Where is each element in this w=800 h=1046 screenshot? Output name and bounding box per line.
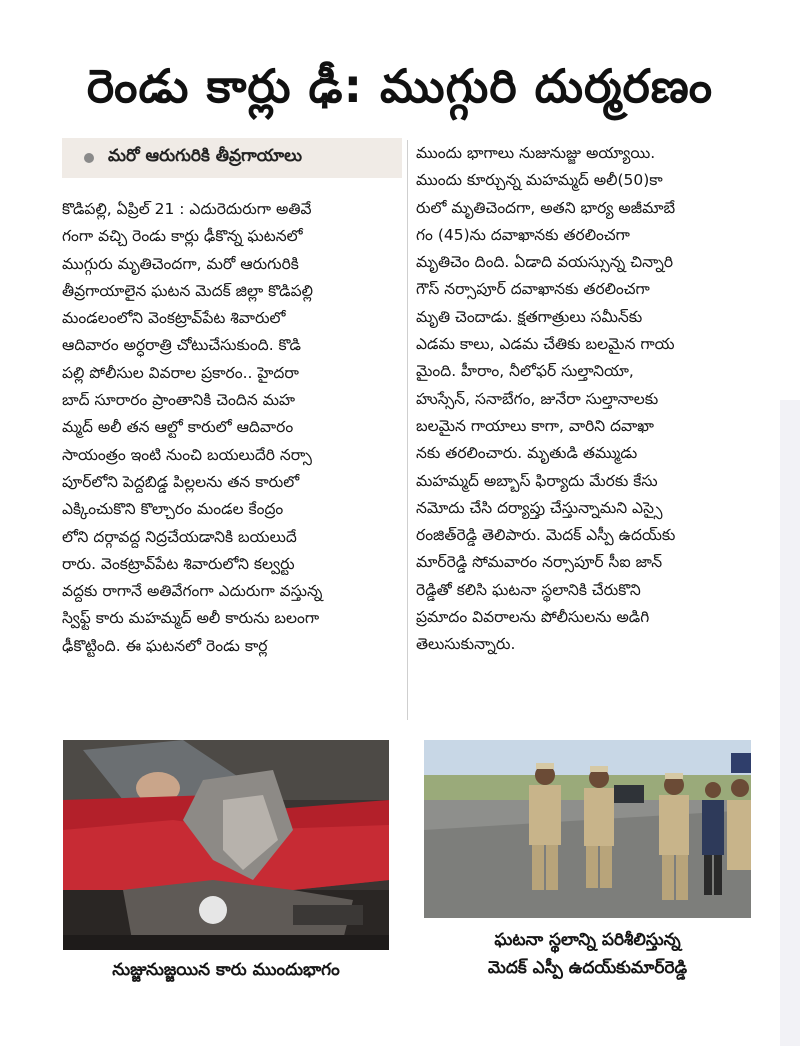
text-line: ప్రమాదం వివరాలను పోలీసులను అడిగి	[416, 608, 650, 627]
text-line: మృతిచెం దింది. ఏడాది వయస్సున్న చిన్నారి	[416, 253, 674, 272]
text-line: మైంది. హీరాం, నీలోఫర్ సుల్తానియా,	[416, 362, 634, 381]
text-line: రారు. వెంకట్రావ్‌పేట శివారులోని కల్వర్టు	[62, 554, 295, 573]
column-divider	[407, 140, 408, 720]
text-line: గౌస్ నర్సాపూర్ దవాఖానకు తరలించగా	[416, 280, 650, 299]
bullet-icon	[84, 153, 94, 163]
police-scene-illustration	[424, 740, 751, 918]
text-line: ముందు కూర్చున్న మహమ్మద్ అలీ(50)కా	[416, 171, 663, 190]
text-line: గం (45)ను దవాఖానకు తరలించగా	[416, 225, 630, 244]
text-line: స్విఫ్ట్ కారు మహమ్మద్ అలీ కారును బలంగా	[62, 609, 320, 628]
text-line: హుస్సేన్, సనాబేగం, జునేరా సుల్తానాలకు	[416, 389, 659, 408]
text-line: నమోదు చేసి దర్యాప్తు చేస్తున్నామని ఎస్సై	[416, 498, 663, 517]
text-line: ఎడమ కాలు, ఎడమ చేతికు బలమైన గాయ	[416, 335, 675, 354]
text-line: మ్మద్ అలీ తన ఆల్టో కారులో ఆదివారం	[62, 418, 294, 437]
photo-caption-right	[424, 926, 751, 982]
crashed-car-photo	[63, 740, 389, 950]
subheadline: మరో ఆరుగురికి తీవ్రగాయాలు	[108, 146, 303, 166]
photo-caption-left: నుజ్జునుజ్జయిన కారు ముందుభాగం	[112, 960, 340, 980]
text-line: మండలంలోని వెంకట్రావ్‌పేట శివారులో	[62, 309, 286, 328]
text-line: ఢీకొట్టింది. ఈ ఘటనలో రెండు కార్ల	[62, 636, 268, 655]
text-line: లోని దర్గావద్ద నిద్రచేయడానికి బయలుదే	[62, 527, 297, 546]
text-line: ఎక్కించుకొని కొల్చారం మండల కేంద్రం	[62, 500, 284, 519]
text-line: తెలుసుకున్నారు.	[416, 635, 516, 654]
headline: రెండు కార్లు ఢీ: ముగ్గురి దుర్మరణం	[86, 59, 714, 113]
article-column-right	[416, 140, 752, 720]
text-line: మహమ్మద్ అబ్బాస్ ఫిర్యాదు మేరకు కేసు	[416, 471, 658, 490]
page-edge-strip	[780, 400, 800, 1046]
text-line: కొడిపల్లి, ఏప్రిల్ 21 : ఎదురెదురుగా అతివే	[62, 200, 312, 218]
caption-right-line-1: ఘటనా స్థలాన్ని పరిశీలిస్తున్న	[494, 930, 681, 950]
text-line: వద్దకు రాగానే అతివేగంగా ఎదురుగా వస్తున్న	[62, 582, 323, 601]
text-line: ఆదివారం అర్ధరాత్రి చోటుచేసుకుంది. కొడి	[62, 336, 301, 355]
cropped-top-text	[0, 0, 800, 14]
text-line: రంజిత్‌రెడ్డి తెలిపారు. మెదక్ ఎస్పీ ఉదయ్‌కు	[416, 526, 676, 545]
text-line: సాయంత్రం ఇంటి నుంచి బయలుదేరి నర్సా	[62, 445, 312, 464]
text-line: మార్‌రెడ్డి సోమవారం నర్సాపూర్ సీఐ జాన్	[416, 553, 663, 572]
text-line: రులో మృతిచెందగా, అతని భార్య అజీమాబే	[416, 198, 676, 217]
text-line: పల్లి పోలీసుల వివరాల ప్రకారం.. హైదరా	[62, 363, 299, 382]
subheadline-box	[62, 138, 402, 178]
text-line: నకు తరలించారు. మృతుడి తమ్ముడు	[416, 444, 638, 463]
text-line: పూర్‌లోని పెద్దబిడ్డ పిల్లలను తన కారులో	[62, 472, 300, 491]
text-line: బాద్ సూరారం ప్రాంతానికి చెందిన మహ	[62, 391, 296, 410]
text-line: తీవ్రగాయాలైన ఘటన మెదక్ జిల్లా కొడిపల్లి	[62, 281, 313, 300]
text-line: ముగ్గురు మృతిచెందగా, మరో ఆరుగురికి	[62, 254, 299, 273]
text-line: మృతి చెందాడు. క్షతగాత్రులు సమీన్‌కు	[416, 307, 643, 326]
text-line: బలమైన గాయాలు కాగా, వారిని దవాఖా	[416, 416, 654, 435]
text-line: ముందు భాగాలు నుజునుజ్జు అయ్యాయి.	[416, 144, 656, 162]
article-column-left	[62, 196, 398, 726]
text-line: రెడ్డితో కలిసి ఘటనా స్థలానికి చేరుకొని	[416, 580, 641, 599]
crashed-car-illustration	[63, 740, 389, 950]
text-line: గంగా వచ్చి రెండు కార్లు ఢీకొన్న ఘటనలో	[62, 227, 303, 246]
police-inspection-photo	[424, 740, 751, 918]
caption-right-line-2: మెదక్ ఎస్పీ ఉదయ్‌కుమార్‌రెడ్డి	[487, 958, 688, 978]
